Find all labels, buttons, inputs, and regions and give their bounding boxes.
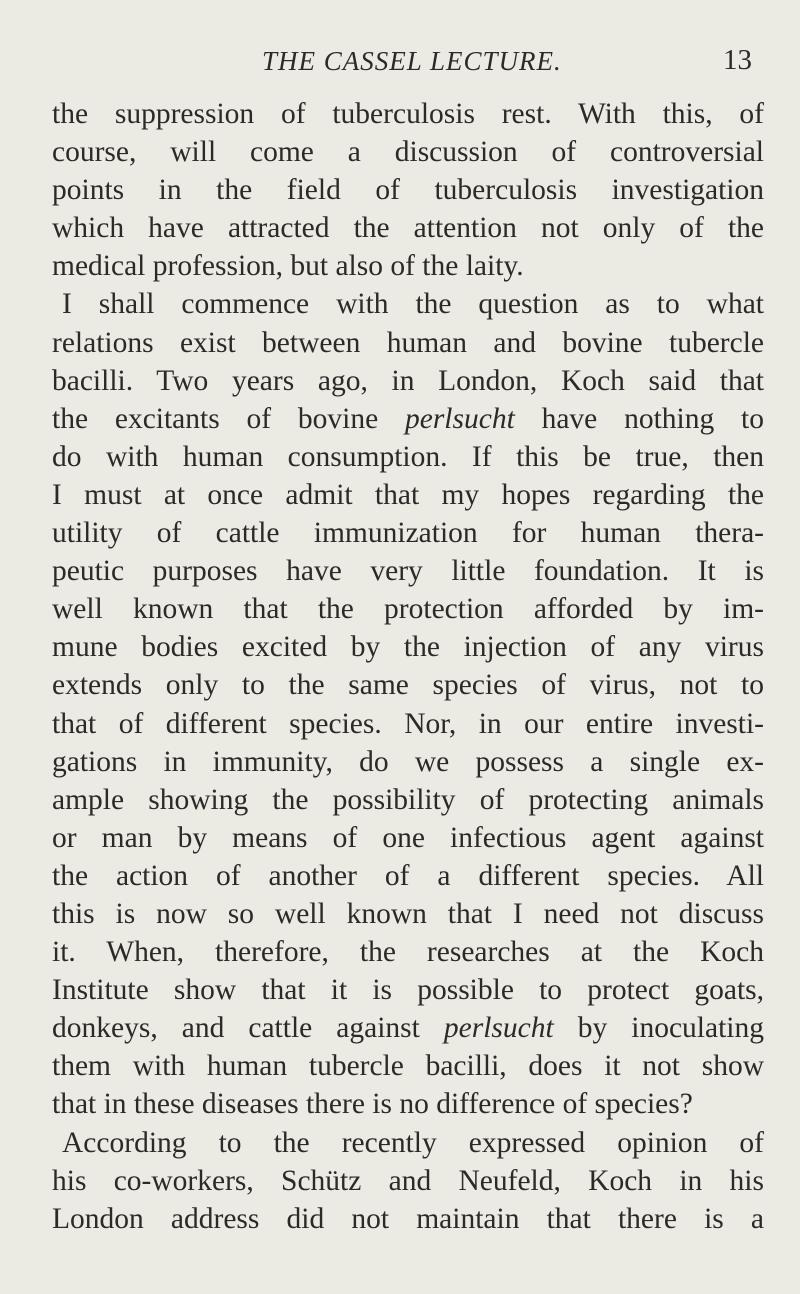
text-line: the suppression of tuberculosis rest. With this, of xyxy=(52,98,764,130)
text-line: bacilli. Two years ago, in London, Koch said that xyxy=(52,364,764,397)
text-line: Institute show that it is possible to protect goats, xyxy=(52,974,764,1007)
text-line: that of different species. Nor, in our entire investi- xyxy=(52,707,764,740)
text-line: which have attracted the attention not only of the xyxy=(52,212,764,245)
running-head xyxy=(0,46,800,86)
text-line: peutic purposes have very little foundation. It is xyxy=(52,555,764,588)
text-line: relations exist between human and bovine tubercle xyxy=(52,326,764,359)
running-title: THE CASSEL LECTURE. xyxy=(262,46,562,76)
text-line: I shall commence with the question as to what xyxy=(62,288,764,321)
text-line: well known that the protection afforded by im- xyxy=(52,593,764,626)
text-line: I must at once admit that my hopes regarding the xyxy=(52,478,764,511)
text-line: do with human consumption. If this be true, then xyxy=(52,440,764,473)
text-line: gations in immunity, do we possess a single ex- xyxy=(52,745,764,778)
text-line: medical profession, but also of the laity. xyxy=(52,250,524,283)
italic-term: perlsucht xyxy=(443,1012,554,1045)
text-line: the action of another of a different species. All xyxy=(52,859,764,892)
text-line: them with human tubercle bacilli, does it not show xyxy=(52,1050,764,1083)
text-line: mune bodies excited by the injection of any virus xyxy=(52,631,764,664)
text-line: London address did not maintain that there is a xyxy=(52,1202,764,1235)
page-number: 13 xyxy=(723,44,752,76)
text-line: this is now so well known that I need not discuss xyxy=(52,897,764,930)
body-text xyxy=(52,95,764,1238)
text-line: extends only to the same species of virus, not to xyxy=(52,669,764,702)
text-line: According to the recently expressed opinion of xyxy=(62,1126,764,1159)
text-line: or man by means of one infectious agent against xyxy=(52,821,764,854)
text-line: that in these diseases there is no difference of species? xyxy=(52,1088,693,1121)
text-line: points in the field of tuberculosis investigation xyxy=(52,174,764,207)
text-line: donkeys, and cattle against perlsucht by inoculating xyxy=(52,1012,764,1045)
italic-term: perlsucht xyxy=(404,402,515,435)
text-line: the excitants of bovine perlsucht have nothing to xyxy=(52,402,764,435)
text-line: ample showing the possibility of protecting animals xyxy=(52,783,764,816)
text-line: his co-workers, Schütz and Neufeld, Koch in his xyxy=(52,1164,764,1197)
text-line: it. When, therefore, the researches at the Koch xyxy=(52,936,764,969)
text-line: course, will come a discussion of controversial xyxy=(52,136,764,169)
text-line: utility of cattle immunization for human thera- xyxy=(52,517,764,550)
